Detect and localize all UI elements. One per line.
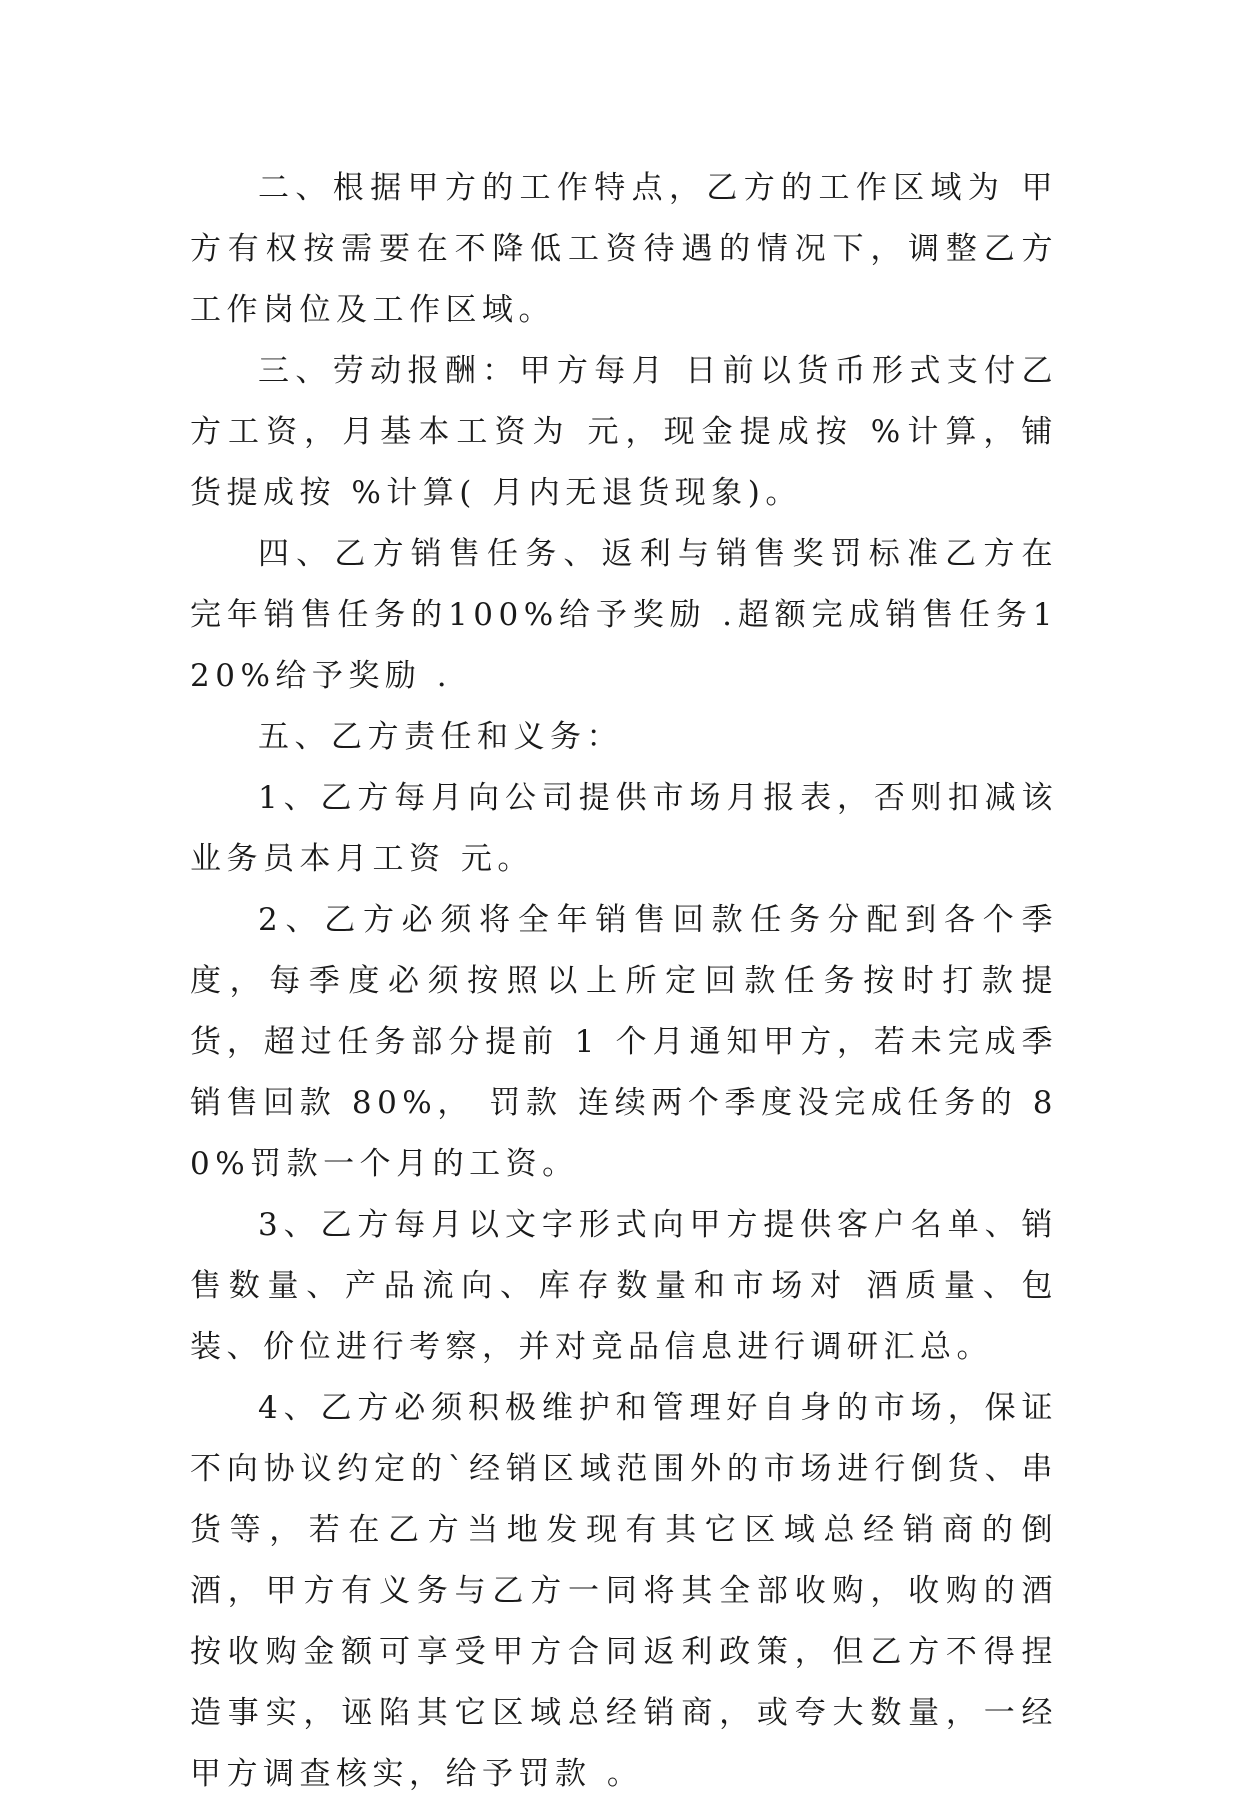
paragraph-duty-4: 4、乙方必须积极维护和管理好自身的市场，保证不向协议约定的`经销区域范围外的市场进行倒货、串货等，若在乙方当地发现有其它区域总经销商的倒酒，甲方有义务与乙方一同将其全部收购，收购的酒按收购金额可享受甲方合同返利政策，但乙方不得捏造事实，诬陷其它区域总经销商，或夸大数量，一经甲方调查核实，给予罚款 。 (190, 1390, 1058, 1792)
paragraph-work-area: 二、根据甲方的工作特点，乙方的工作区域为 甲方有权按需要在不降低工资待遇的情况下，调整乙方工作岗位及工作区域。 (190, 170, 1058, 328)
paragraph-duty-2: 2、乙方必须将全年销售回款任务分配到各个季度，每季度必须按照以上所定回款任务按时打款提货，超过任务部分提前 1 个月通知甲方，若未完成季销售回款 80%， 罚款 连续两个季度没完成任务的 80%罚款一个月的工资。 (190, 902, 1058, 1182)
paragraph-duty-1: 1、乙方每月向公司提供市场月报表，否则扣减该业务员本月工资 元。 (190, 780, 1058, 877)
paragraph-duties-heading: 五、乙方责任和义务： (258, 719, 623, 755)
paragraph-remuneration: 三、劳动报酬：甲方每月 日前以货币形式支付乙方工资，月基本工资为 元，现金提成按 %计算，铺货提成按 %计算( 月内无退货现象)。 (190, 353, 1058, 511)
paragraph-duty-3: 3、乙方每月以文字形式向甲方提供客户名单、销售数量、产品流向、库存数量和市场对 酒质量、包装、价位进行考察，并对竞品信息进行调研汇总。 (190, 1207, 1058, 1365)
document-body (190, 158, 1058, 1805)
paragraph-sales-targets: 四、乙方销售任务、返利与销售奖罚标准乙方在完年销售任务的100%给予奖励 .超额完成销售任务120%给予奖励 . (190, 536, 1058, 694)
